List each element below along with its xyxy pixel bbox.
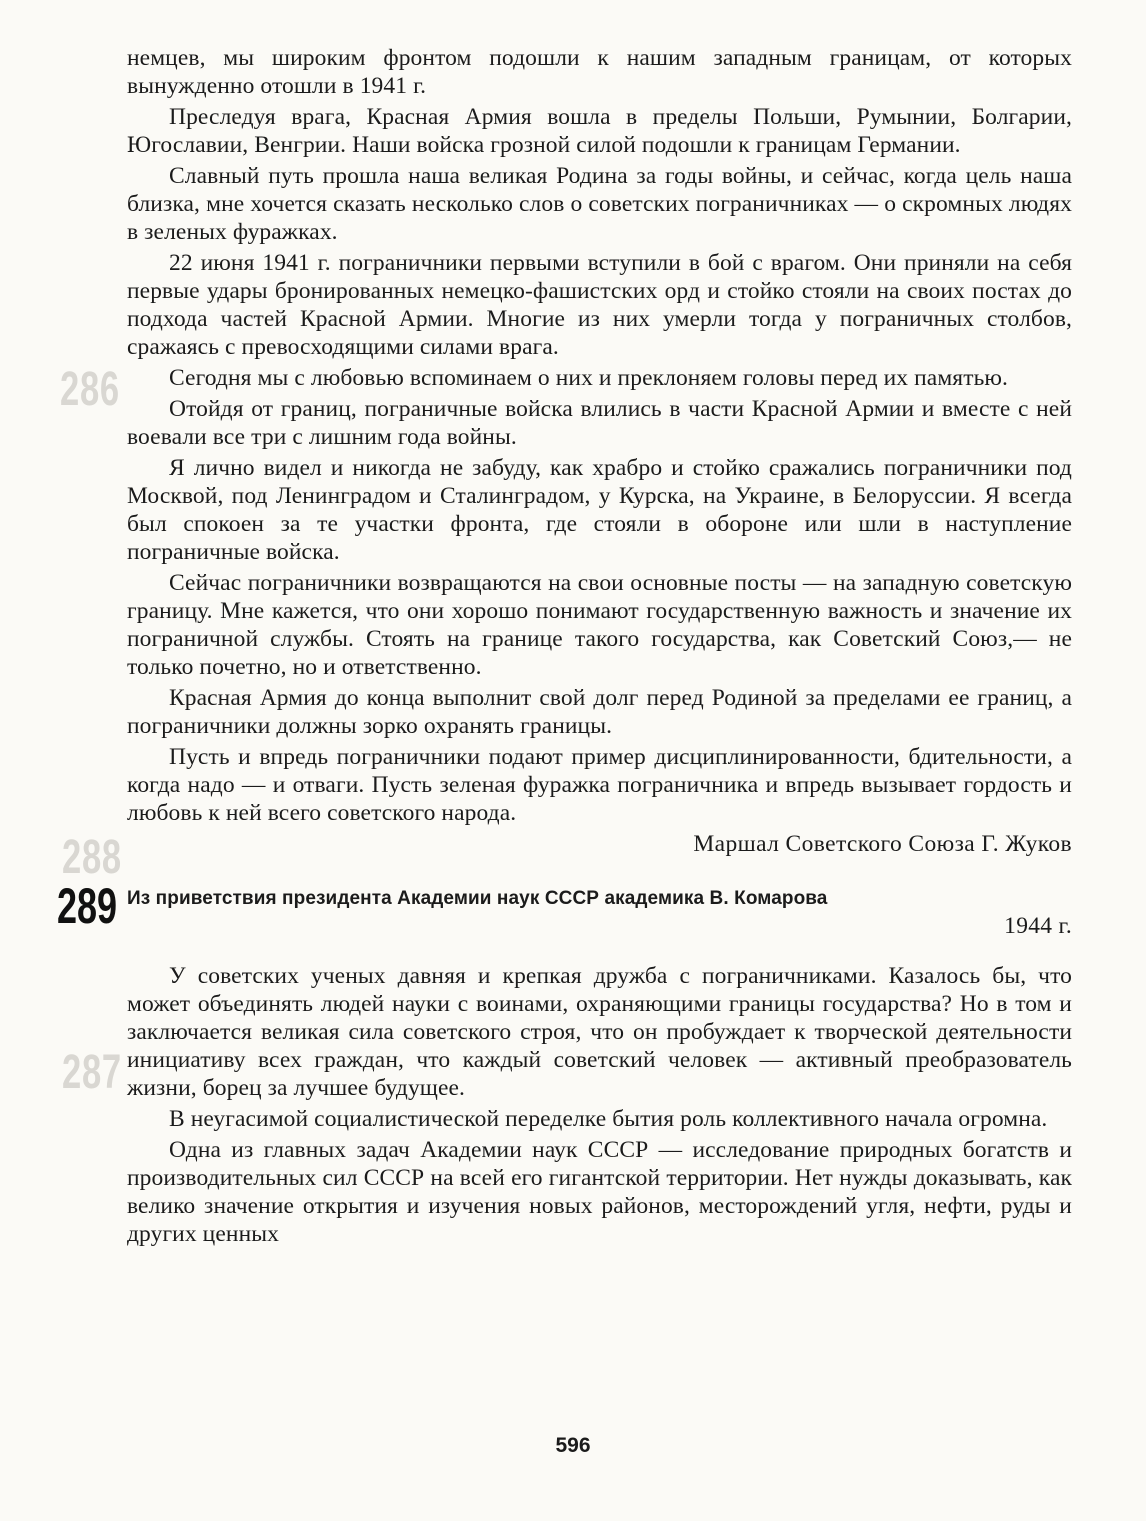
bleed-through-number: 287 bbox=[62, 1046, 122, 1099]
document-number: 289 bbox=[57, 878, 118, 934]
bleed-through-number: 286 bbox=[60, 363, 120, 416]
paragraph: У советских ученых давняя и крепкая дружба с пограничниками. Казалось бы, что может объединять людей науки с воинами, охраняющими границы государства? Но в том и заключается великая сила советского строя, что он пробуждает к творческой деятельности инициативу всех граждан, что каждый советский человек — активный преобразователь жизни, борец за лучшее будущее. bbox=[127, 963, 1072, 1101]
page-number: 596 bbox=[555, 1434, 591, 1457]
bleed-through-number: 288 bbox=[62, 831, 122, 884]
paragraph: Отойдя от границ, пограничные войска влились в части Красной Армии и вместе с ней воевали все три с лишним года войны. bbox=[127, 396, 1072, 450]
paragraph: 22 июня 1941 г. пограничники первыми вступили в бой с врагом. Они приняли на себя первые удары бронированных немецко-фашистских орд и стойко стояли на своих постах до подхода частей Красной Армии. Многие из них умерли тогда у пограничных столбов, сражаясь с превосходящими силами врага. bbox=[127, 250, 1072, 360]
paragraph: Пусть и впредь пограничники подают пример дисциплинированности, бдительности, а когда надо — и отваги. Пусть зеленая фуражка пограничника и впредь вызывает гордость и любовь к ней всего советского народа. bbox=[127, 744, 1072, 826]
paragraph: Преследуя врага, Красная Армия вошла в пределы Польши, Румынии, Болгарии, Югославии, Венгрии. Наши войска грозной силой подошли к границам Германии. bbox=[127, 104, 1072, 158]
paragraph: Одна из главных задач Академии наук СССР — исследование природных богатств и производительных сил СССР на всей его гигантской территории. Нет нужды доказывать, как велико значение открытия и изучения новых районов, месторождений угля, нефти, руды и других ценных bbox=[127, 1137, 1072, 1247]
paragraph: немцев, мы широким фронтом подошли к нашим западным границам, от которых вынужденно отошли в 1941 г. bbox=[127, 45, 1072, 99]
paragraph: Сегодня мы с любовью вспоминаем о них и преклоняем головы перед их памятью. bbox=[169, 365, 1009, 391]
document-date: 1944 г. bbox=[1004, 913, 1072, 939]
paragraph: Я лично видел и никогда не забуду, как храбро и стойко сражались пограничники под Москвой, под Ленинградом и Сталинградом, у Курска, на Украине, в Белоруссии. Я всегда был спокоен за те участки фронта, где стояли в обороне или шли в наступление пограничные войска. bbox=[127, 455, 1072, 565]
paragraph: Красная Армия до конца выполнит свой долг перед Родиной за пределами ее границ, а пограничники должны зорко охранять границы. bbox=[127, 685, 1072, 739]
paragraph: Сейчас пограничники возвращаются на свои основные посты — на западную советскую границу. Мне кажется, что они хорошо понимают государственную важность и значение их пограничной службы. Стоять на границе такого государства, как Советский Союз,— не только почетно, но и ответственно. bbox=[127, 570, 1072, 680]
document-title: Из приветствия президента Академии наук СССР академика В. Комарова bbox=[127, 888, 828, 909]
signature: Маршал Советского Союза Г. Жуков bbox=[693, 831, 1072, 857]
document-header bbox=[57, 878, 1072, 940]
paragraph: Славный путь прошла наша великая Родина за годы войны, и сейчас, когда цель наша близка, мне хочется сказать несколько слов о советских пограничниках — о скромных людях в зеленых фуражках. bbox=[127, 163, 1072, 245]
paragraph: В неугасимой социалистической переделке бытия роль коллективного начала огромна. bbox=[169, 1106, 1048, 1132]
